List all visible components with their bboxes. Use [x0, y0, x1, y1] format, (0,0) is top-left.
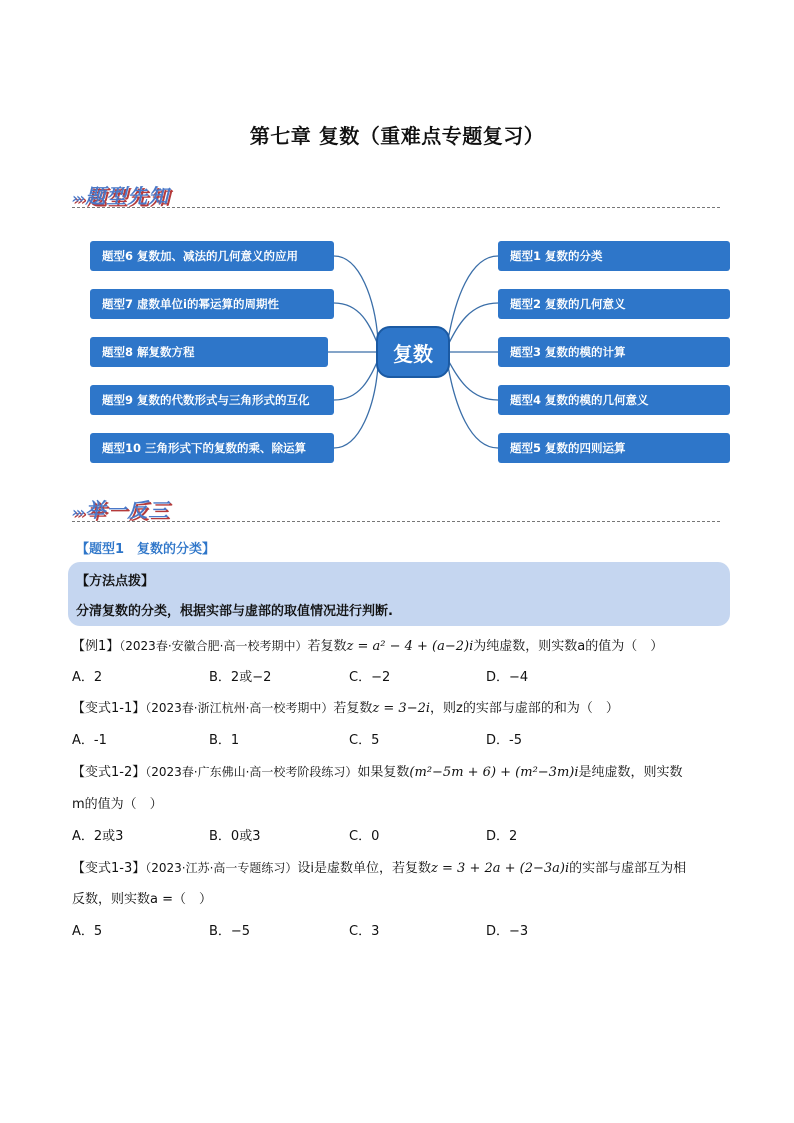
option-b[interactable]: B．1: [209, 733, 240, 748]
connector-left-1: [334, 256, 378, 340]
question-formula: z = a² − 4 + (a−2)i: [346, 639, 474, 654]
question-stem: 若复数: [333, 701, 373, 716]
option-a[interactable]: A．5: [72, 924, 103, 939]
question-example-1: [72, 635, 663, 654]
option-d[interactable]: D．-5: [486, 733, 522, 748]
question-stem-end: 的实部与虚部互为相: [569, 861, 687, 876]
mindmap-right-item-3: 题型3 复数的模的计算: [498, 337, 730, 367]
option-c[interactable]: C．5: [349, 733, 380, 748]
page-title: 第七章 复数（重难点专题复习）: [249, 124, 545, 148]
question-stem-line2: m的值为（ ）: [72, 797, 163, 812]
method-tip-box: [68, 562, 730, 626]
mindmap-left-item-1: 题型6 复数加、减法的几何意义的应用: [90, 241, 334, 271]
mindmap-left-item-2: 题型7 虚数单位i的幂运算的周期性: [90, 289, 334, 319]
option-d[interactable]: D．−4: [486, 670, 529, 685]
triple-arrow-icon: ›››: [72, 191, 84, 207]
question-variant-1-1: [72, 697, 619, 716]
dashed-divider: [72, 521, 720, 522]
mindmap-left-item-3: 题型8 解复数方程: [90, 337, 328, 367]
question-tag: 【例1】: [72, 639, 120, 654]
mindmap-left-item-5: 题型10 三角形式下的复数的乘、除运算: [90, 433, 334, 463]
question-stem-end: 为纯虚数，则实数a的值为（ ）: [473, 639, 664, 654]
option-a[interactable]: A．2: [72, 670, 103, 685]
option-d[interactable]: D．2: [486, 829, 518, 844]
connector-right-1: [448, 256, 498, 340]
mindmap-right-item-1: 题型1 复数的分类: [498, 241, 730, 271]
question-source: （2023春·浙江杭州·高一校考期中）: [145, 701, 334, 715]
mindmap-right-item-2: 题型2 复数的几何意义: [498, 289, 730, 319]
question-formula: z = 3 + 2a + (2−3a)i: [431, 861, 570, 876]
option-a[interactable]: A．2或3: [72, 829, 124, 844]
option-b[interactable]: B．0或3: [209, 829, 261, 844]
method-heading: 【方法点拨】: [76, 574, 155, 589]
options-row: [72, 666, 732, 684]
question-formula: z = 3−2i: [372, 701, 431, 716]
options-row: [72, 920, 732, 938]
mindmap-right-item-4: 题型4 复数的模的几何意义: [498, 385, 730, 415]
question-source: （2023·江苏·高一专题练习）: [145, 861, 298, 875]
banner-text: 举一反三: [85, 498, 170, 522]
question-tag: 【变式1-3】: [72, 861, 146, 876]
option-c[interactable]: C．0: [349, 829, 380, 844]
question-stem: 设i是虚数单位，若复数: [297, 861, 432, 876]
connector-left-4: [334, 360, 378, 400]
mindmap-left-item-4: 题型9 复数的代数形式与三角形式的互化: [90, 385, 334, 415]
option-c[interactable]: C．3: [349, 924, 380, 939]
question-tag: 【变式1-2】: [72, 765, 146, 780]
option-b[interactable]: B．2或−2: [209, 670, 272, 685]
option-a[interactable]: A．-1: [72, 733, 107, 748]
question-stem: 如果复数: [357, 765, 410, 780]
option-d[interactable]: D．−3: [486, 924, 529, 939]
mindmap-center: 复数: [376, 326, 450, 378]
question-stem-end: ，则z的实部与虚部的和为（ ）: [430, 701, 619, 716]
section-banner-practice: [72, 494, 169, 523]
question-stem: 若复数: [307, 639, 347, 654]
triple-arrow-icon: ›››: [72, 505, 84, 521]
connector-right-4: [448, 360, 498, 400]
question-variant-1-3: [72, 857, 686, 876]
options-row: [72, 729, 732, 747]
method-text: 分清复数的分类，根据实部与虚部的取值情况进行判断.: [76, 604, 393, 619]
connector-left-2: [334, 303, 378, 345]
question-source: （2023春·广东佛山·高一校考阶段练习）: [145, 765, 358, 779]
section-heading: 【题型1 复数的分类】: [76, 542, 216, 557]
option-c[interactable]: C．−2: [349, 670, 391, 685]
mindmap-right-item-5: 题型5 复数的四则运算: [498, 433, 730, 463]
question-variant-1-2: [72, 761, 683, 780]
banner-text: 题型先知: [85, 184, 170, 208]
connector-right-5: [448, 366, 498, 448]
option-b[interactable]: B．−5: [209, 924, 251, 939]
options-row: [72, 825, 732, 843]
question-tag: 【变式1-1】: [72, 701, 146, 716]
question-stem-line2: 反数，则实数a =（ ）: [72, 892, 212, 907]
question-source: （2023春·安徽合肥·高一校考期中）: [119, 639, 308, 653]
question-formula: (m²−5m + 6) + (m²−3m)i: [409, 765, 579, 780]
question-stem-end: 是纯虚数，则实数: [578, 765, 683, 780]
connector-left-5: [334, 366, 378, 448]
